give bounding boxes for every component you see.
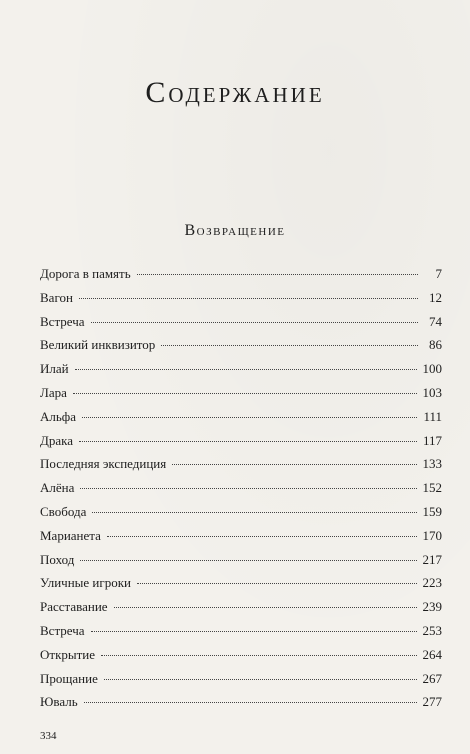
dot-leader (107, 536, 417, 537)
toc-entry-title: Встреча (40, 313, 85, 329)
toc-entry[interactable] (40, 623, 442, 647)
toc-entry[interactable] (40, 552, 442, 576)
toc-entry[interactable] (40, 694, 442, 718)
toc-entry[interactable] (40, 480, 442, 504)
toc-entry[interactable] (40, 290, 442, 314)
toc-entry-page: 267 (422, 670, 442, 686)
toc-entry-title: Открытие (40, 646, 96, 662)
toc-entry-page: 223 (422, 575, 442, 591)
toc-entry[interactable] (40, 337, 442, 361)
toc-entry-page: 7 (435, 266, 442, 281)
toc-entry-page: 277 (422, 694, 442, 710)
toc-entry[interactable] (40, 528, 442, 552)
toc-entry-title: Встреча (40, 622, 85, 638)
dot-leader (79, 441, 417, 442)
toc-entry-title: Илай (40, 361, 69, 377)
toc-entry[interactable] (40, 599, 442, 623)
toc-entry[interactable] (40, 266, 442, 290)
toc-entry[interactable] (40, 409, 442, 433)
toc-entry-page: 111 (423, 408, 442, 424)
toc-entry[interactable] (40, 433, 442, 457)
toc-entry[interactable] (40, 456, 442, 480)
toc-entry-page: 133 (422, 456, 442, 472)
dot-leader (104, 679, 417, 680)
toc-entry-page: 264 (422, 646, 442, 662)
toc-entry-page: 159 (422, 503, 442, 519)
toc-entry-page: 12 (429, 289, 442, 305)
page-title: Содержание (145, 76, 325, 109)
dot-leader (80, 488, 416, 489)
dot-leader (91, 631, 417, 632)
toc-entry-title: Алёна (40, 480, 75, 496)
dot-leader (172, 464, 416, 465)
faint-running-head (50, 36, 70, 46)
toc-entry-title: Последняя экспедиция (40, 456, 167, 472)
toc-entry[interactable] (40, 504, 442, 528)
dot-leader (137, 583, 417, 584)
toc-entry[interactable] (40, 671, 442, 695)
toc-entry-title: Марианета (40, 527, 101, 543)
toc-entry[interactable] (40, 361, 442, 385)
dot-leader (137, 274, 418, 275)
toc-entry-title: Юваль (40, 694, 78, 710)
dot-leader (161, 345, 418, 346)
dot-leader (91, 322, 418, 323)
toc-entry-title: Альфа (40, 408, 76, 424)
toc-entry[interactable] (40, 647, 442, 671)
toc-entry-page: 152 (422, 480, 442, 496)
toc-entry-page: 86 (429, 337, 442, 353)
toc-entry-title: Лара (40, 384, 67, 400)
section-title: Возвращение (184, 222, 286, 239)
dot-leader (84, 702, 417, 703)
dot-leader (101, 655, 416, 656)
dot-leader (80, 560, 416, 561)
toc-entry-page: 253 (422, 622, 442, 638)
table-of-contents (40, 266, 442, 718)
dot-leader (92, 512, 416, 513)
toc-entry-page: 217 (422, 551, 442, 567)
toc-entry-title: Великий инквизитор (40, 337, 156, 353)
toc-entry-title: Поход (40, 551, 75, 567)
toc-entry-title: Вагон (40, 289, 73, 305)
dot-leader (75, 369, 417, 370)
toc-entry-page: 170 (422, 527, 442, 543)
toc-entry[interactable] (40, 385, 442, 409)
toc-entry-title: Дорога в память (40, 266, 131, 281)
toc-entry-title: Расставание (40, 599, 108, 615)
toc-entry[interactable] (40, 575, 442, 599)
dot-leader (82, 417, 417, 418)
toc-entry-title: Драка (40, 432, 74, 448)
dot-leader (73, 393, 417, 394)
toc-entry-page: 239 (422, 599, 442, 615)
toc-entry-page: 117 (422, 432, 442, 448)
toc-entry-title: Свобода (40, 503, 87, 519)
toc-entry-title: Прощание (40, 670, 98, 686)
dot-leader (114, 607, 417, 608)
toc-entry-title: Уличные игроки (40, 575, 131, 591)
page-number: 334 (40, 730, 57, 742)
toc-entry-page: 74 (429, 313, 442, 329)
toc-entry-page: 100 (422, 361, 442, 377)
toc-entry-page: 103 (422, 384, 442, 400)
dot-leader (79, 298, 418, 299)
toc-entry[interactable] (40, 314, 442, 338)
